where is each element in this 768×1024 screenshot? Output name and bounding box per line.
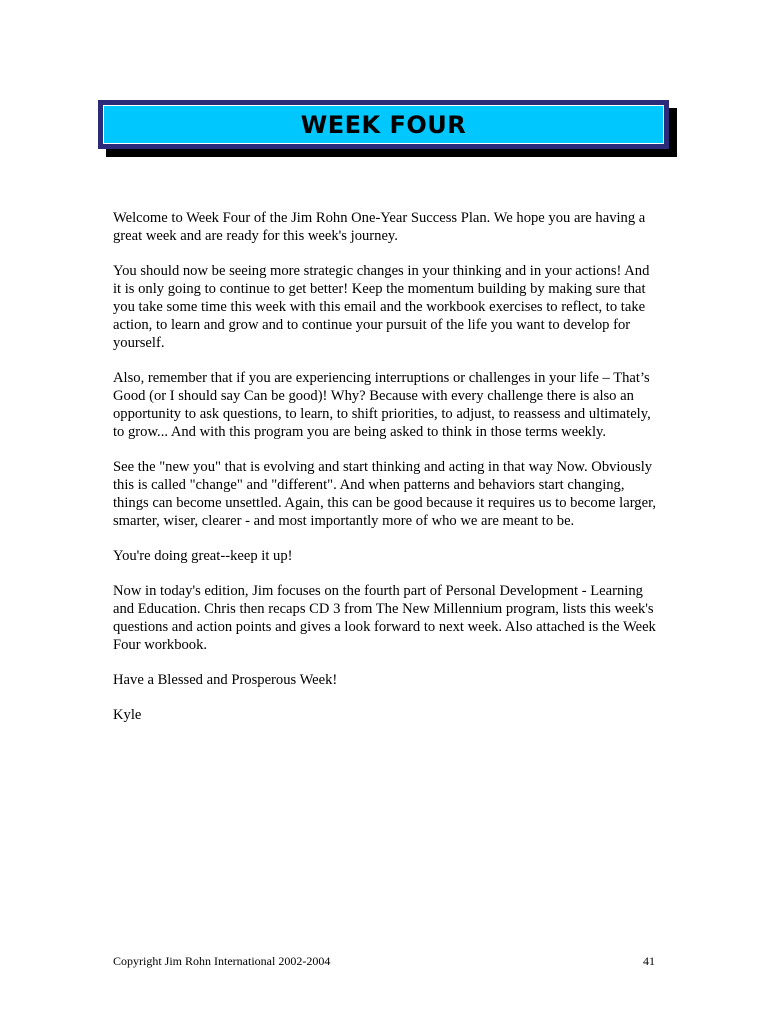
paragraph-closing: Have a Blessed and Prosperous Week! bbox=[113, 672, 338, 688]
paragraph-edition-summary: Now in today's edition, Jim focuses on the fourth part of Personal Development - Learning and Education. Chris then recaps CD 3 from The New Millennium program, lists this week's questions and action points and gives a look forward to next week. Also attached is the Week Four workbook. bbox=[113, 583, 656, 653]
paragraph-new-you: See the "new you" that is evolving and start thinking and acting in that way Now. Obviously this is called "change" and "different". And when patterns and behaviors start changing, things can become unsettled. Again, this can be good because it requires us to become larger, smarter, wiser, clearer - and most importantly more of who we are meant to be. bbox=[113, 459, 657, 529]
page-footer bbox=[113, 954, 655, 969]
paragraph-strategic-changes: You should now be seeing more strategic changes in your thinking and in your actions! And it is only going to continue to get better! Keep the momentum building by making sure that you take some time this week with this email and the workbook exercises to reflect, to take action, to learn and grow and to continue your pursuit of the life you want to develop for yourself. bbox=[113, 263, 650, 351]
letter-body bbox=[113, 209, 658, 741]
banner-inner bbox=[103, 105, 664, 144]
signature: Kyle bbox=[113, 707, 142, 723]
week-banner bbox=[98, 100, 669, 149]
paragraph-welcome: Welcome to Week Four of the Jim Rohn One-Year Success Plan. We hope you are having a great week and are ready for this week's journey. bbox=[113, 210, 646, 244]
page-title: WEEK FOUR bbox=[300, 110, 467, 139]
page-number: 41 bbox=[643, 954, 655, 968]
paragraph-challenges: Also, remember that if you are experiencing interruptions or challenges in your life – That’s Good (or I should say Can be good)! Why? Because with every challenge there is also an opportunity to ask questions, to learn, to shift priorities, to adjust, to reassess and ultimately, to grow... And with this program you are being asked to think in those terms weekly. bbox=[113, 370, 651, 440]
paragraph-encouragement: You're doing great--keep it up! bbox=[113, 548, 293, 564]
copyright-text: Copyright Jim Rohn International 2002-2004 bbox=[113, 954, 331, 968]
